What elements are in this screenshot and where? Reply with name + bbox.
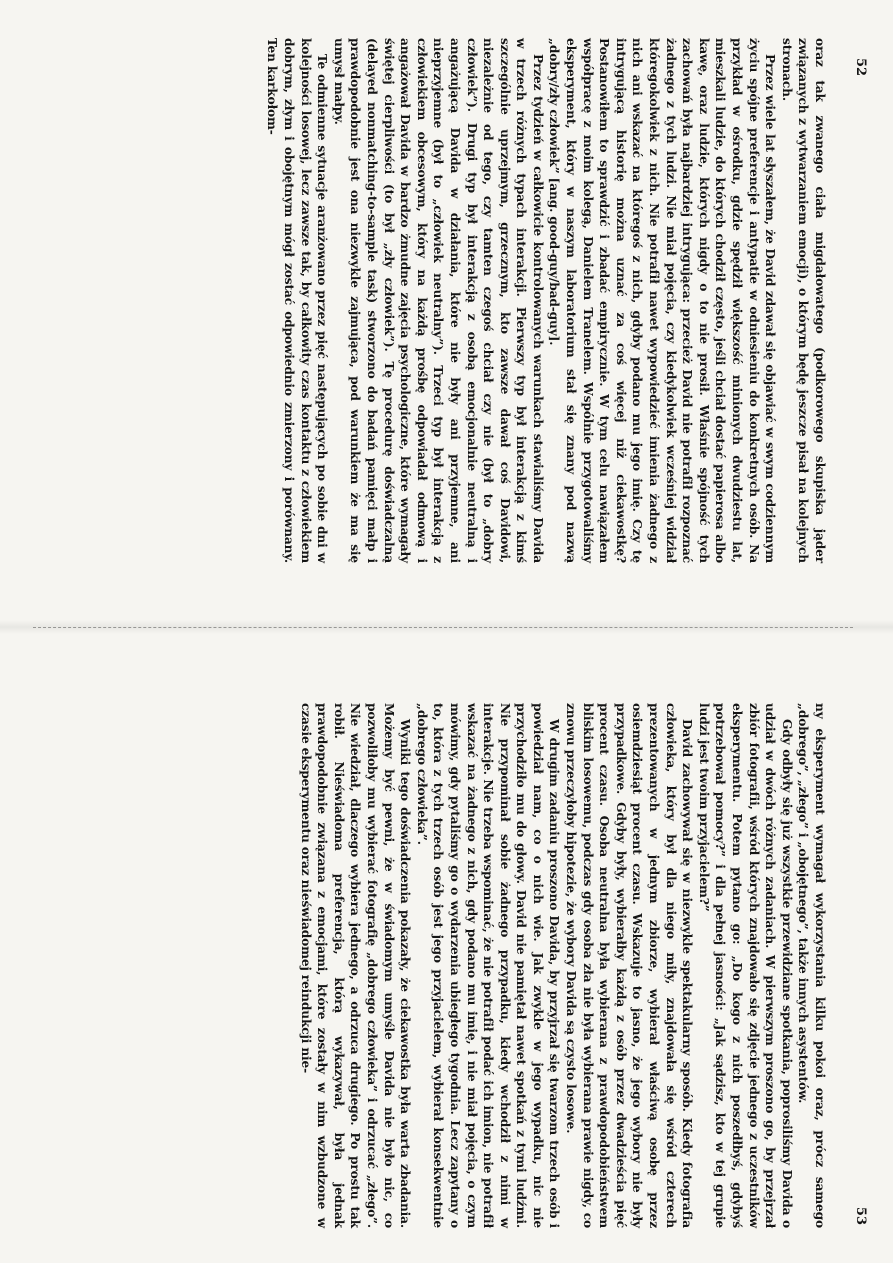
paragraph: Przez wiele lat słyszałem, że David zdawał się objawiać w swym codziennym życiu spójne preferencje i antypatie w odniesieniu do konkretnych osób. Na przykład w ośrodku, gdzie spędził większość minionych dwudziestu lat, mieszkali ludzie, do których chodził często, jeśli chciał dostać papierosa albo kawę, oraz ludzie, których nigdy o to nie prosił. Właśnie spójność tych zachowań była najbardziej intrygująca: przecież David nie potrafił rozpoznać żadnego z tych ludzi. Nie miał pojęcia, czy kiedykolwiek wcześniej widział któregokolwiek z nich. Nie potrafił nawet wypowiedzieć imienia żadnego z nich ani wskazać na któregoś z nich, gdyby podano mu jego imię. Czy tę intrygującą historię można uznać za coś więcej niż ciekawostkę? Postanowiłem to sprawdzić i zbadać empirycznie. W tym celu nawiązałem współpracę z moim kolegą, Danielem Tranelem. Wspólnie przygotowaliśmy eksperyment, który w naszym laboratorium stał się znany pod nazwą „dobry/zły człowiek” [ang. good-guy/bad-guy]. [547, 38, 778, 563]
paragraph: Przez tydzień w całkowicie kontrolowanych warunkach stawialiśmy Davida w trzech różnych typach interakcji. Pierwszy typ był interakcją z kimś szczególnie uprzejmym, grzecznym, kto zawsze dawał coś Davidowi, niezależnie od tego, czy tamten czegoś chciał czy nie (był to „dobry człowiek”). Drugi typ był interakcją z osobą emocjonalnie neutralną i angażującą Davida w działania, które nie były ani przyjemne, ani nieprzyjemne (był to „człowiek neutralny”). Trzeci typ był interakcją z człowiekiem obcesowym, który na każdą prośbę odpowiadał odmową i angażował Davida w bardzo żmudne zajęcia psychologiczne, które wymagały świętej cierpliwości (to był „zły człowiek”). Tę procedurę doświadczalną (delayed nonmatching-to-sample task) stworzono do badań pamięci małp i prawdopodobnie jest ona niezwykle zajmująca, pod warunkiem że ma się umysł małpy. [331, 38, 545, 563]
paragraph: Te odmienne sytuacje aranżowano przez pięć następujących po sobie dni w kolejności losowej, lecz zawsze tak, by całkowity czas kontaktu z człowiekiem dobrym, złym i obojętnym mógł zostać odpowiednio zmierzony i porównany. Ten karkołom- [265, 38, 330, 563]
left-page-number: 52 [853, 58, 868, 77]
right-page [0, 633, 893, 1263]
left-page [0, 0, 893, 630]
paragraph: W drugim zadaniu proszono Davida, by przyjrzał się twarzom trzech osób i powiedział nam, co o nich wie. Jak zwykle w jego wypadku, nic nie przychodziło mu do głowy. David nie pamiętał nawet spotkań z tymi ludźmi. Nie przypominał sobie żadnego przypadku, kiedy wchodził z nimi w interakcje. Nie trzeba wspominać, że nie potrafił podać ich imion, nie potrafił wskazać na żadnego z nich, gdy podano mu imię, i nie miał pojęcia, o czym mówimy, gdy pytaliśmy go o wydarzenia ubiegłego tygodnia. Lecz zapytany o to, która z tych trzech osób jest jego przyjacielem, wybierał konsekwentnie „dobrego człowieka”. [414, 703, 562, 1228]
paragraph: Wyniki tego doświadczenia pokazały, że ciekawostka była warta zbadania. Możemy być pewni, że w świadomym umyśle Davida nie było nic, co pozwoliłoby mu wybierać fotografię „dobrego człowieka” i odrzucać „złego”. Nie wiedział, dlaczego wybiera jednego, a odrzuca drugiego. Po prostu tak robił. Nieświadoma preferencja, którą wykazywał, była jednak prawdopodobnie związana z emocjami, które zostały w nim wzbudzone w czasie eksperymentu oraz nieświadomej reindukcji nie- [298, 703, 413, 1228]
gutter-line [33, 627, 853, 629]
right-page-number: 53 [853, 1206, 868, 1225]
left-page-text [264, 38, 828, 563]
paragraph: David zachowywał się w niezwykle spektakularny sposób. Kiedy fotografia człowieka, który był dla niego miły, znajdowała się wśród czterech prezentowanych w jednym zbiorze, wybierał właściwą osobę przez osiemdziesiąt procent czasu. Wskazuje to jasno, że jego wybory nie były przypadkowe. Gdyby były, wybierałby każdą z osób przez dwadzieścia pięć procent czasu. Osoba neutralna była wybierana z prawdopodobieństwem bliskim losowemu, podczas gdy osoba zła nie była wybierana prawie nigdy, co znowu przeczyłoby hipotezie, że wybory Davida są czysto losowe. [564, 703, 695, 1228]
paragraph: Gdy odbyły się już wszystkie przewidziane spotkania, poprosiliśmy Davida o udział w dwóch różnych zadaniach. W pierwszym proszono go, by przejrzał zbiór fotografii, wśród których znajdowało się zdjęcie jednego z uczestników eksperymentu. Potem pytano go: „Do kogo z nich poszedłbyś, gdybyś potrzebował pomocy?” i dla pełnej jasności: „Jak sądzisz, kto w tej grupie ludzi jest twoim przyjacielem?” [696, 703, 794, 1228]
paragraph: ny eksperyment wymagał wykorzystania kilku pokoi oraz, prócz samego „dobrego”, „złego” i „obojętnego”, także innych asystentów. [796, 703, 827, 1228]
right-page-text [297, 703, 828, 1228]
paragraph: oraz tak zwanego ciała migdałowatego (podkorowego skupiska jąder związanych z wytwarzaniem emocji), o którym będę jeszcze pisał na kolejnych stronach. [779, 38, 827, 563]
